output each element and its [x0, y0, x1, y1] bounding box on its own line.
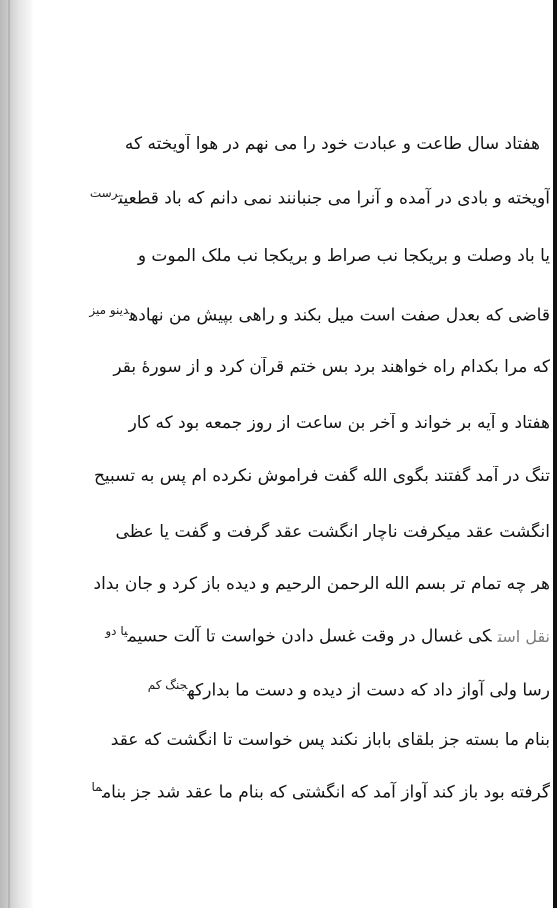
line-text: هر چه تمام تر بسم الله الرحمن الرحیم و دیده باز کرد و جان بداد [93, 574, 550, 594]
line-text: آویخته و بادی در آمده و آنرا می جنبانند نمی دانم که باد قطعیت [118, 188, 550, 209]
text-line-3 [40, 246, 550, 266]
line-text: گرفته بود باز کند آواز آمد که انگشتی که بنام ما عقد شد جز بنام [102, 782, 550, 803]
binding-gutter [0, 0, 34, 908]
text-line-2 [40, 186, 550, 209]
margin-note: یا دو [105, 624, 128, 638]
text-line-9 [40, 574, 550, 594]
text-line-7 [40, 466, 550, 486]
gray-marginal-heading: نقل است [497, 626, 550, 646]
line-text: کی غسال در وقت غسل دادن خواست تا آلت حسیم [127, 626, 492, 647]
margin-note: جنگ کم [147, 678, 188, 692]
line-text: قاضی که بعدل صفت است میل بکند و راهی بپیش من نهاده [129, 305, 550, 326]
line-text: که مرا بکدام راه خواهند برد بس ختم قرآن کرد و از سورهٔ بقر [113, 357, 550, 377]
line-text: هفتاد سال طاعت و عبادت خود را می نهم در هوا آویخته که [124, 134, 540, 154]
line-text: انگشت عقد میکرفت ناچار انگشت عقد گرفت و گفت یا عظی [115, 522, 550, 542]
text-line-8 [40, 522, 550, 542]
margin-note: دینو میز [89, 303, 130, 317]
text-line-5 [40, 357, 550, 377]
binding-line [8, 0, 10, 908]
line-text: هفتاد و آیه بر خواند و آخر بن ساعت از روز جمعه بود که کار [128, 413, 550, 433]
margin-note: رست [89, 186, 119, 200]
text-line-6 [40, 413, 550, 433]
text-line-11 [40, 678, 550, 701]
page-edge [553, 0, 557, 908]
text-line-4 [40, 303, 550, 326]
text-line-13 [40, 780, 550, 803]
manuscript-text [40, 120, 550, 803]
line-text: یا باد وصلت و بریکجا نب صراط و بریکجا نب ملک الموت و [137, 246, 550, 266]
line-text: رسا ولی آواز داد که دست از دیده و دست ما بدارکه [187, 680, 550, 701]
line-text: بنام ما بسته جز بلقای باباز نکند پس خواست تا انگشت که عقد [110, 730, 550, 750]
margin-note: ما [91, 780, 103, 794]
text-line-10 [40, 624, 550, 647]
text-line-1 [40, 134, 540, 154]
text-line-12 [40, 730, 550, 750]
line-text: تنگ در آمد گفتند بگوی الله گفت فراموش نکرده ام پس به تسبیح [93, 466, 550, 486]
